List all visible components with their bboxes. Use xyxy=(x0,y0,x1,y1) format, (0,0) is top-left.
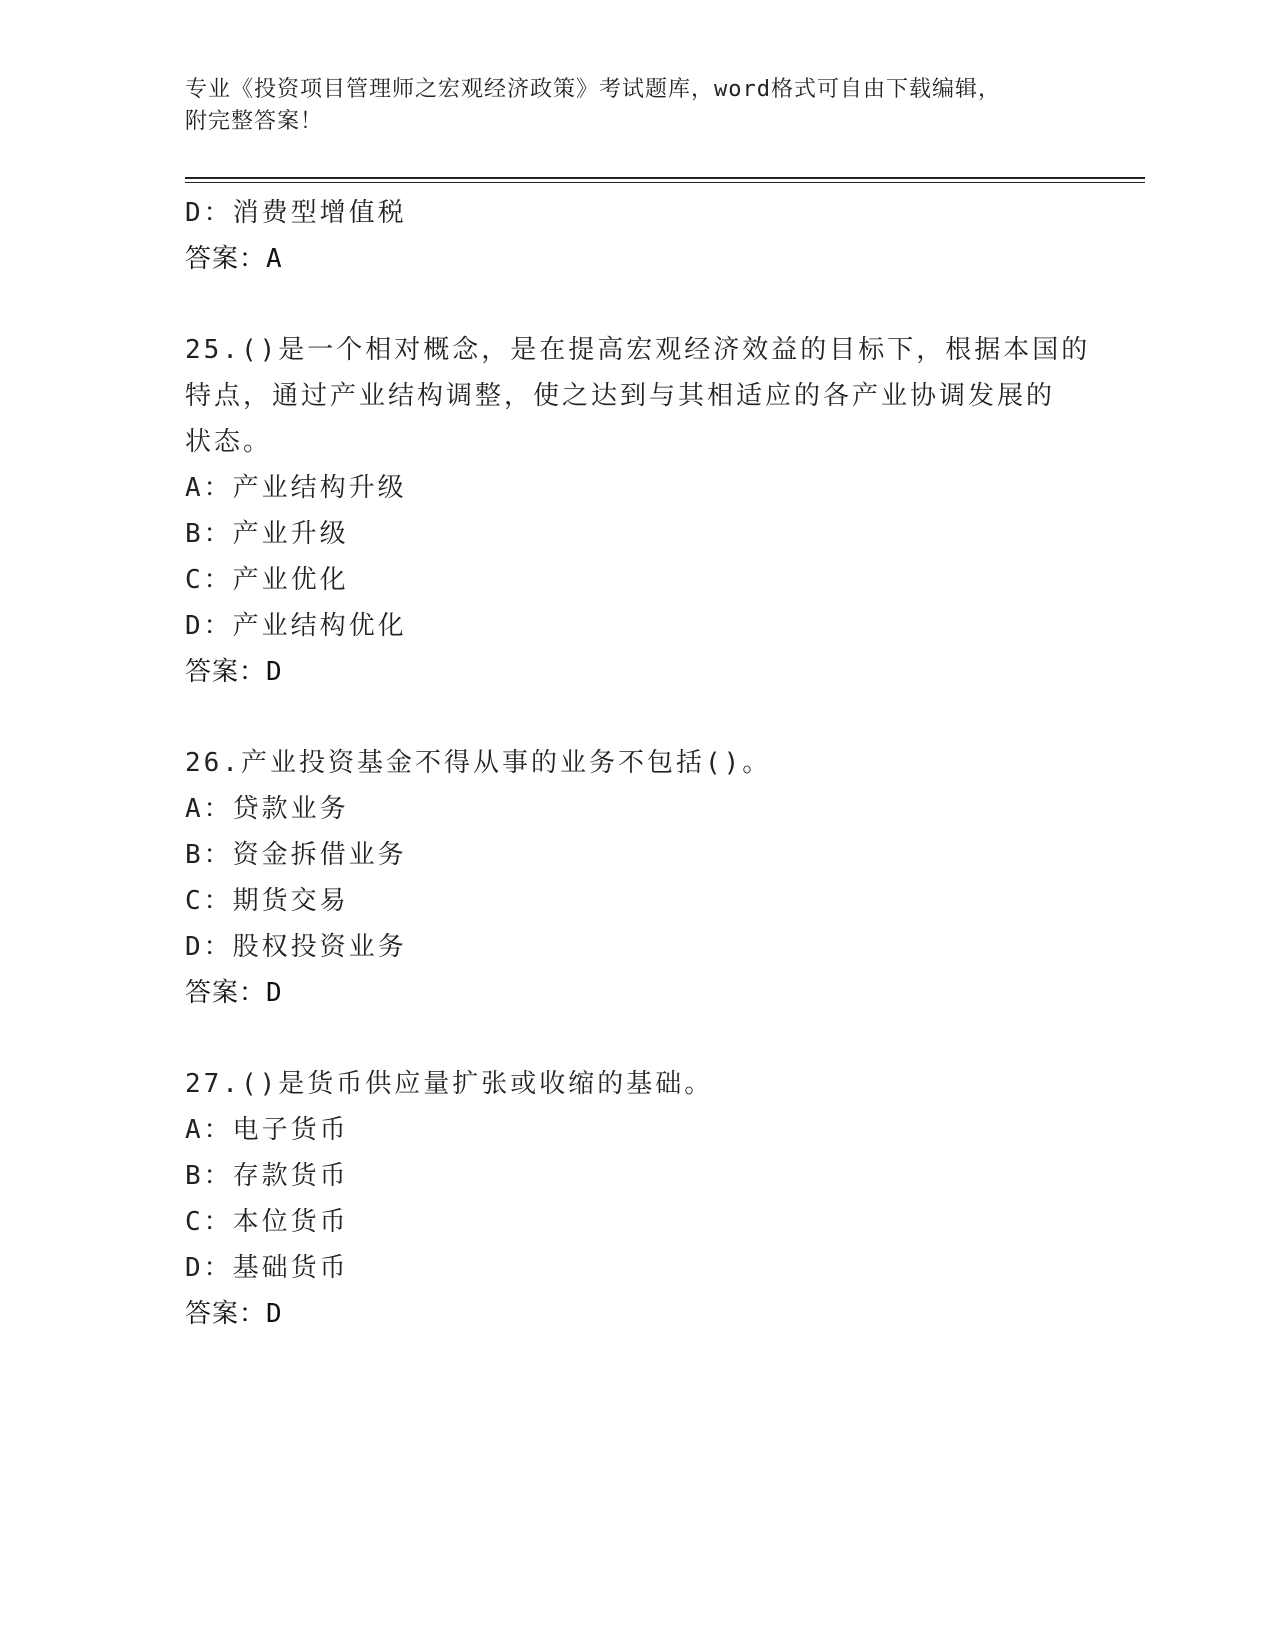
question-stem-line: 25.()是一个相对概念，是在提高宏观经济效益的目标下，根据本国的 xyxy=(185,335,1091,365)
option-a: A：贷款业务 xyxy=(185,794,349,824)
question-stem-line: 状态。 xyxy=(185,427,273,457)
answer-label: 答案： xyxy=(185,978,267,1008)
option-a: A：产业结构升级 xyxy=(185,473,407,503)
answer-line xyxy=(185,649,1085,695)
answer-value: A xyxy=(266,244,283,274)
option-d: D：基础货币 xyxy=(185,1253,349,1283)
previous-question-fragment xyxy=(185,190,1085,282)
question-list xyxy=(185,190,1091,1337)
answer-value: D xyxy=(266,978,283,1008)
answer-label: 答案： xyxy=(185,244,267,274)
spacer xyxy=(185,1016,1085,1061)
header-title-line-2: 附完整答案！ xyxy=(185,109,324,134)
question-27 xyxy=(185,1061,1085,1337)
question-stem-line: 26.产业投资基金不得从事的业务不包括()。 xyxy=(185,748,772,778)
option-b: B：存款货币 xyxy=(185,1161,349,1191)
option-c: C：产业优化 xyxy=(185,565,349,595)
answer-value: D xyxy=(266,657,283,687)
option-c: C：本位货币 xyxy=(185,1207,349,1237)
question-stem-line: 27.()是货币供应量扩张或收缩的基础。 xyxy=(185,1069,714,1099)
header-divider-thick xyxy=(185,177,1145,179)
option-d: D：产业结构优化 xyxy=(185,611,407,641)
question-stem-line: 特点，通过产业结构调整，使之达到与其相适应的各产业协调发展的 xyxy=(185,381,1056,411)
answer-line xyxy=(185,1291,1085,1337)
answer-line xyxy=(185,236,1085,282)
header-divider-thin xyxy=(185,182,1145,183)
option-d: D：股权投资业务 xyxy=(185,932,407,962)
option-a: A：电子货币 xyxy=(185,1115,349,1145)
spacer xyxy=(185,282,1085,327)
answer-label: 答案： xyxy=(185,657,267,687)
header-title-line-1: 专业《投资项目管理师之宏观经济政策》考试题库，word格式可自由下载编辑， xyxy=(185,77,1001,102)
answer-label: 答案： xyxy=(185,1299,267,1329)
option-b: B：产业升级 xyxy=(185,519,349,549)
option-c: C：期货交易 xyxy=(185,886,349,916)
spacer xyxy=(185,695,1085,740)
question-26 xyxy=(185,740,1085,1016)
answer-value: D xyxy=(266,1299,283,1329)
answer-line xyxy=(185,970,1085,1016)
option-d: D：消费型增值税 xyxy=(185,198,407,228)
document-header xyxy=(185,74,1065,138)
question-25 xyxy=(185,327,1091,695)
option-b: B：资金拆借业务 xyxy=(185,840,407,870)
